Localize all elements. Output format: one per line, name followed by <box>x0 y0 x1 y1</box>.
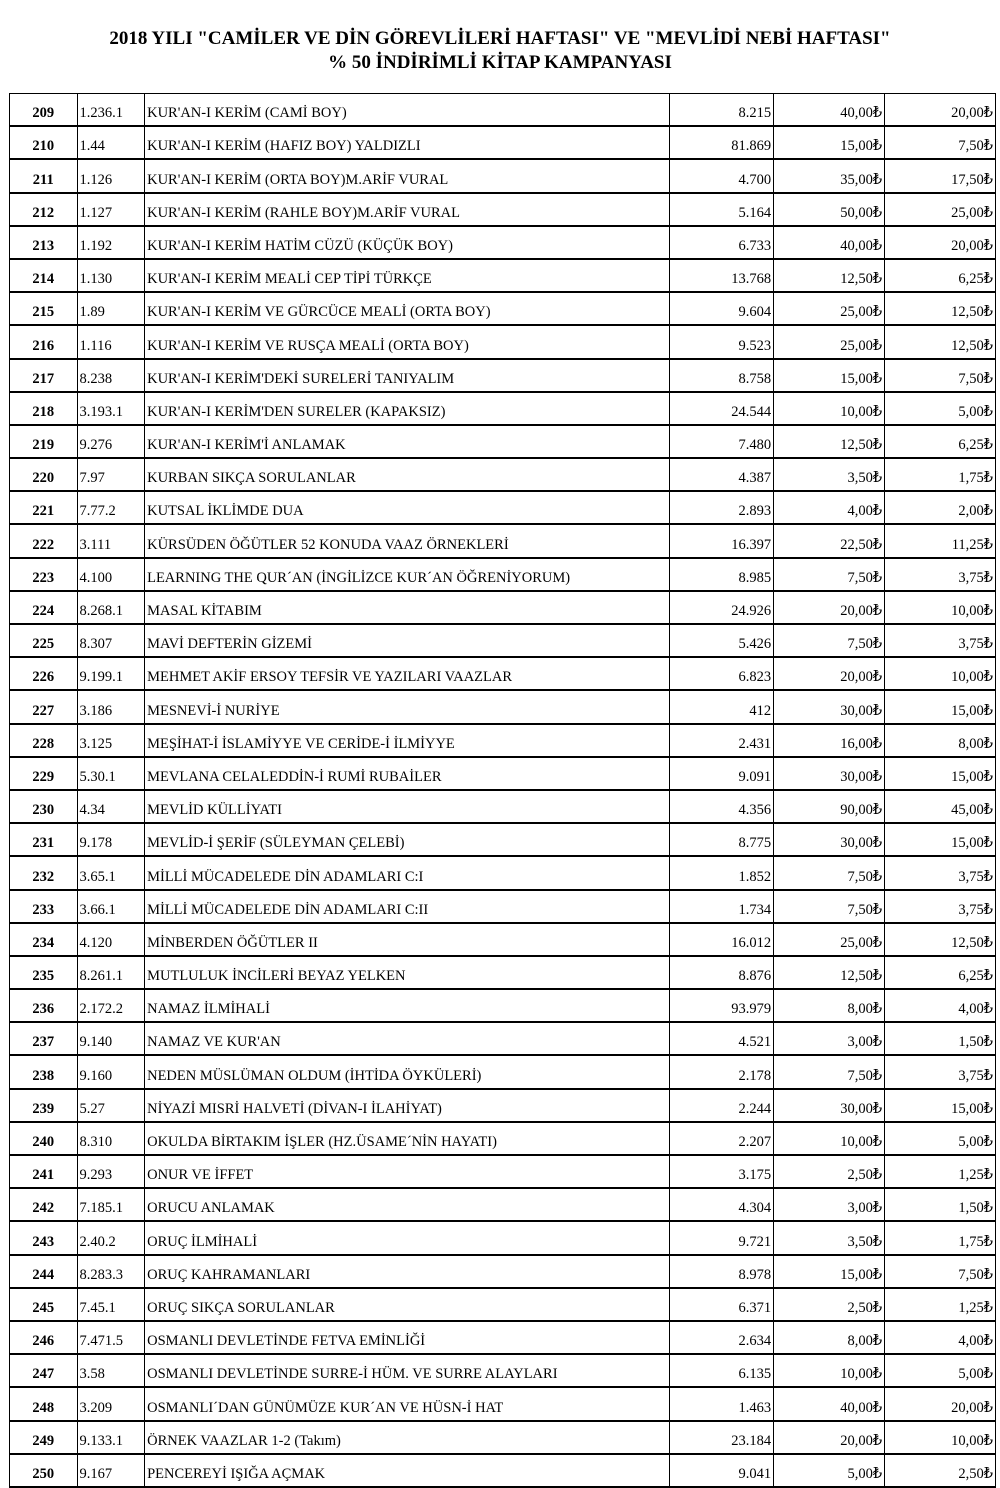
book-title: MESNEVİ-İ NURİYE <box>145 690 670 723</box>
discounted-price: 4,00₺ <box>885 1321 996 1354</box>
discounted-price: 5,00₺ <box>885 1354 996 1387</box>
book-title: MİLLİ MÜCADELEDE DİN ADAMLARI C:II <box>145 890 670 923</box>
book-list-table <box>9 93 996 1488</box>
book-title: MEVLİD KÜLLİYATI <box>145 790 670 823</box>
table-row <box>10 491 996 524</box>
table-row <box>10 126 996 159</box>
stock-count: 1.852 <box>670 856 774 889</box>
book-code: 7.97 <box>77 458 145 491</box>
row-number: 212 <box>10 193 78 226</box>
discounted-price: 15,00₺ <box>885 823 996 856</box>
book-code: 3.125 <box>77 724 145 757</box>
list-price: 20,00₺ <box>774 657 885 690</box>
list-price: 2,50₺ <box>774 1288 885 1321</box>
stock-count: 2.244 <box>670 1089 774 1122</box>
table-row <box>10 1421 996 1454</box>
stock-count: 6.823 <box>670 657 774 690</box>
row-number: 237 <box>10 1022 78 1055</box>
stock-count: 6.371 <box>670 1288 774 1321</box>
stock-count: 4.521 <box>670 1022 774 1055</box>
table-row <box>10 956 996 989</box>
table-row <box>10 458 996 491</box>
row-number: 248 <box>10 1387 78 1420</box>
book-code: 9.276 <box>77 425 145 458</box>
row-number: 230 <box>10 790 78 823</box>
book-title: KUR'AN-I KERİM (RAHLE BOY)M.ARİF VURAL <box>145 193 670 226</box>
row-number: 211 <box>10 159 78 192</box>
book-code: 9.140 <box>77 1022 145 1055</box>
row-number: 218 <box>10 392 78 425</box>
book-code: 1.89 <box>77 292 145 325</box>
stock-count: 2.634 <box>670 1321 774 1354</box>
discounted-price: 10,00₺ <box>885 591 996 624</box>
discounted-price: 20,00₺ <box>885 226 996 259</box>
stock-count: 1.734 <box>670 890 774 923</box>
list-price: 12,50₺ <box>774 425 885 458</box>
stock-count: 13.768 <box>670 259 774 292</box>
list-price: 5,00₺ <box>774 1454 885 1487</box>
discounted-price: 11,25₺ <box>885 524 996 557</box>
list-price: 4,00₺ <box>774 491 885 524</box>
book-code: 9.178 <box>77 823 145 856</box>
row-number: 231 <box>10 823 78 856</box>
book-code: 8.283.3 <box>77 1255 145 1288</box>
discounted-price: 2,00₺ <box>885 491 996 524</box>
book-code: 1.126 <box>77 159 145 192</box>
book-code: 7.471.5 <box>77 1321 145 1354</box>
book-title: KUR'AN-I KERİM (HAFIZ BOY) YALDIZLI <box>145 126 670 159</box>
book-title: ÖRNEK VAAZLAR 1-2 (Takım) <box>145 1421 670 1454</box>
book-title: ORUÇ KAHRAMANLARI <box>145 1255 670 1288</box>
stock-count: 8.876 <box>670 956 774 989</box>
stock-count: 81.869 <box>670 126 774 159</box>
row-number: 214 <box>10 259 78 292</box>
row-number: 247 <box>10 1354 78 1387</box>
stock-count: 4.700 <box>670 159 774 192</box>
table-row <box>10 1255 996 1288</box>
table-row <box>10 1122 996 1155</box>
discounted-price: 6,25₺ <box>885 956 996 989</box>
row-number: 238 <box>10 1055 78 1088</box>
book-title: ORUCU ANLAMAK <box>145 1188 670 1221</box>
discounted-price: 1,50₺ <box>885 1188 996 1221</box>
table-row <box>10 989 996 1022</box>
book-title: KUR'AN-I KERİM (ORTA BOY)M.ARİF VURAL <box>145 159 670 192</box>
row-number: 246 <box>10 1321 78 1354</box>
stock-count: 2.207 <box>670 1122 774 1155</box>
row-number: 233 <box>10 890 78 923</box>
book-code: 2.172.2 <box>77 989 145 1022</box>
discounted-price: 12,50₺ <box>885 923 996 956</box>
table-row <box>10 425 996 458</box>
book-title: KÜRSÜDEN ÖĞÜTLER 52 KONUDA VAAZ ÖRNEKLERİ <box>145 524 670 557</box>
book-title: MASAL KİTABIM <box>145 591 670 624</box>
row-number: 226 <box>10 657 78 690</box>
row-number: 210 <box>10 126 78 159</box>
book-title: ORUÇ SIKÇA SORULANLAR <box>145 1288 670 1321</box>
list-price: 3,50₺ <box>774 458 885 491</box>
list-price: 3,50₺ <box>774 1221 885 1254</box>
stock-count: 4.356 <box>670 790 774 823</box>
table-row <box>10 1354 996 1387</box>
stock-count: 7.480 <box>670 425 774 458</box>
stock-count: 5.164 <box>670 193 774 226</box>
book-code: 1.236.1 <box>77 94 145 127</box>
stock-count: 24.544 <box>670 392 774 425</box>
list-price: 22,50₺ <box>774 524 885 557</box>
book-code: 1.127 <box>77 193 145 226</box>
book-title: NAMAZ İLMİHALİ <box>145 989 670 1022</box>
discounted-price: 2,50₺ <box>885 1454 996 1487</box>
row-number: 235 <box>10 956 78 989</box>
discounted-price: 7,50₺ <box>885 359 996 392</box>
list-price: 7,50₺ <box>774 890 885 923</box>
discounted-price: 20,00₺ <box>885 1387 996 1420</box>
stock-count: 6.135 <box>670 1354 774 1387</box>
list-price: 20,00₺ <box>774 591 885 624</box>
table-row <box>10 690 996 723</box>
row-number: 225 <box>10 624 78 657</box>
discounted-price: 5,00₺ <box>885 392 996 425</box>
stock-count: 2.178 <box>670 1055 774 1088</box>
stock-count: 16.012 <box>670 923 774 956</box>
discounted-price: 8,00₺ <box>885 724 996 757</box>
discounted-price: 3,75₺ <box>885 624 996 657</box>
table-row <box>10 856 996 889</box>
list-price: 3,00₺ <box>774 1022 885 1055</box>
list-price: 15,00₺ <box>774 359 885 392</box>
book-code: 3.186 <box>77 690 145 723</box>
discounted-price: 12,50₺ <box>885 292 996 325</box>
list-price: 40,00₺ <box>774 94 885 127</box>
book-title: NEDEN MÜSLÜMAN OLDUM (İHTİDA ÖYKÜLERİ) <box>145 1055 670 1088</box>
book-code: 3.65.1 <box>77 856 145 889</box>
discounted-price: 10,00₺ <box>885 657 996 690</box>
table-row <box>10 1221 996 1254</box>
stock-count: 9.604 <box>670 292 774 325</box>
row-number: 228 <box>10 724 78 757</box>
table-row <box>10 1022 996 1055</box>
list-price: 90,00₺ <box>774 790 885 823</box>
row-number: 234 <box>10 923 78 956</box>
table-row <box>10 1288 996 1321</box>
list-price: 30,00₺ <box>774 690 885 723</box>
book-title: KUR'AN-I KERİM VE RUSÇA MEALİ (ORTA BOY) <box>145 325 670 358</box>
row-number: 220 <box>10 458 78 491</box>
list-price: 7,50₺ <box>774 624 885 657</box>
list-price: 7,50₺ <box>774 1055 885 1088</box>
discounted-price: 15,00₺ <box>885 690 996 723</box>
row-number: 241 <box>10 1155 78 1188</box>
book-code: 9.133.1 <box>77 1421 145 1454</box>
book-code: 9.167 <box>77 1454 145 1487</box>
discounted-price: 17,50₺ <box>885 159 996 192</box>
list-price: 25,00₺ <box>774 325 885 358</box>
row-number: 232 <box>10 856 78 889</box>
book-title: OSMANLI DEVLETİNDE SURRE-İ HÜM. VE SURRE ALAYLARI <box>145 1354 670 1387</box>
row-number: 240 <box>10 1122 78 1155</box>
book-title: KUR'AN-I KERİM VE GÜRCÜCE MEALİ (ORTA BOY) <box>145 292 670 325</box>
stock-count: 23.184 <box>670 1421 774 1454</box>
list-price: 7,50₺ <box>774 558 885 591</box>
stock-count: 8.985 <box>670 558 774 591</box>
list-price: 30,00₺ <box>774 757 885 790</box>
stock-count: 9.523 <box>670 325 774 358</box>
discounted-price: 12,50₺ <box>885 325 996 358</box>
book-title: KUTSAL İKLİMDE DUA <box>145 491 670 524</box>
discounted-price: 1,25₺ <box>885 1288 996 1321</box>
book-title: ONUR VE İFFET <box>145 1155 670 1188</box>
book-title: MEHMET AKİF ERSOY TEFSİR VE YAZILARI VAAZLAR <box>145 657 670 690</box>
table-row <box>10 1089 996 1122</box>
book-code: 3.66.1 <box>77 890 145 923</box>
book-code: 7.77.2 <box>77 491 145 524</box>
stock-count: 4.304 <box>670 1188 774 1221</box>
stock-count: 9.721 <box>670 1221 774 1254</box>
book-title: MİNBERDEN ÖĞÜTLER II <box>145 923 670 956</box>
list-price: 15,00₺ <box>774 1255 885 1288</box>
list-price: 3,00₺ <box>774 1188 885 1221</box>
discounted-price: 45,00₺ <box>885 790 996 823</box>
row-number: 250 <box>10 1454 78 1487</box>
book-code: 9.160 <box>77 1055 145 1088</box>
stock-count: 4.387 <box>670 458 774 491</box>
table-row <box>10 1387 996 1420</box>
book-title: KUR'AN-I KERİM'İ ANLAMAK <box>145 425 670 458</box>
book-title: LEARNING THE QUR´AN (İNGİLİZCE KUR´AN ÖĞRENİYORUM) <box>145 558 670 591</box>
list-price: 35,00₺ <box>774 159 885 192</box>
table-row <box>10 392 996 425</box>
book-title: OSMANLI DEVLETİNDE FETVA EMİNLİĞİ <box>145 1321 670 1354</box>
table-row <box>10 558 996 591</box>
list-price: 10,00₺ <box>774 1122 885 1155</box>
stock-count: 3.175 <box>670 1155 774 1188</box>
table-row <box>10 259 996 292</box>
stock-count: 9.041 <box>670 1454 774 1487</box>
book-title: MEVLANA CELALEDDİN-İ RUMİ RUBAİLER <box>145 757 670 790</box>
document-title: 2018 YILI "CAMİLER VE DİN GÖREVLİLERİ HAFTASI" VE "MEVLİDİ NEBİ HAFTASI" <box>109 28 891 49</box>
book-code: 5.30.1 <box>77 757 145 790</box>
stock-count: 6.733 <box>670 226 774 259</box>
list-price: 30,00₺ <box>774 823 885 856</box>
stock-count: 9.091 <box>670 757 774 790</box>
book-code: 4.100 <box>77 558 145 591</box>
list-price: 30,00₺ <box>774 1089 885 1122</box>
book-title: KURBAN SIKÇA SORULANLAR <box>145 458 670 491</box>
book-code: 4.120 <box>77 923 145 956</box>
book-code: 7.185.1 <box>77 1188 145 1221</box>
book-code: 5.27 <box>77 1089 145 1122</box>
book-code: 7.45.1 <box>77 1288 145 1321</box>
book-code: 3.58 <box>77 1354 145 1387</box>
list-price: 40,00₺ <box>774 226 885 259</box>
table-row <box>10 159 996 192</box>
row-number: 245 <box>10 1288 78 1321</box>
book-code: 3.111 <box>77 524 145 557</box>
book-title: MAVİ DEFTERİN GİZEMİ <box>145 624 670 657</box>
list-price: 16,00₺ <box>774 724 885 757</box>
book-title: ORUÇ İLMİHALİ <box>145 1221 670 1254</box>
book-title: KUR'AN-I KERİM'DEN SURELER (KAPAKSIZ) <box>145 392 670 425</box>
table-row <box>10 193 996 226</box>
table-row <box>10 657 996 690</box>
discounted-price: 15,00₺ <box>885 1089 996 1122</box>
row-number: 221 <box>10 491 78 524</box>
discounted-price: 1,75₺ <box>885 1221 996 1254</box>
list-price: 8,00₺ <box>774 989 885 1022</box>
discounted-price: 1,50₺ <box>885 1022 996 1055</box>
stock-count: 8.758 <box>670 359 774 392</box>
list-price: 40,00₺ <box>774 1387 885 1420</box>
book-code: 1.116 <box>77 325 145 358</box>
row-number: 219 <box>10 425 78 458</box>
stock-count: 24.926 <box>670 591 774 624</box>
list-price: 7,50₺ <box>774 856 885 889</box>
row-number: 215 <box>10 292 78 325</box>
discounted-price: 3,75₺ <box>885 1055 996 1088</box>
discounted-price: 25,00₺ <box>885 193 996 226</box>
table-row <box>10 790 996 823</box>
discounted-price: 4,00₺ <box>885 989 996 1022</box>
book-title: KUR'AN-I KERİM (CAMİ BOY) <box>145 94 670 127</box>
list-price: 50,00₺ <box>774 193 885 226</box>
book-code: 8.310 <box>77 1122 145 1155</box>
book-title: KUR'AN-I KERİM'DEKİ SURELERİ TANIYALIM <box>145 359 670 392</box>
table-row <box>10 1321 996 1354</box>
discounted-price: 6,25₺ <box>885 259 996 292</box>
stock-count: 8.775 <box>670 823 774 856</box>
list-price: 10,00₺ <box>774 1354 885 1387</box>
list-price: 15,00₺ <box>774 126 885 159</box>
book-title: MİLLİ MÜCADELEDE DİN ADAMLARI C:I <box>145 856 670 889</box>
table-row <box>10 94 996 127</box>
book-title: NAMAZ VE KUR'AN <box>145 1022 670 1055</box>
list-price: 10,00₺ <box>774 392 885 425</box>
table-row <box>10 724 996 757</box>
table-row <box>10 890 996 923</box>
book-code: 1.130 <box>77 259 145 292</box>
list-price: 12,50₺ <box>774 956 885 989</box>
row-number: 217 <box>10 359 78 392</box>
book-code: 9.293 <box>77 1155 145 1188</box>
row-number: 229 <box>10 757 78 790</box>
stock-count: 412 <box>670 690 774 723</box>
book-code: 8.307 <box>77 624 145 657</box>
table-row <box>10 1454 996 1487</box>
row-number: 216 <box>10 325 78 358</box>
book-list-body <box>10 94 996 1487</box>
book-code: 3.193.1 <box>77 392 145 425</box>
book-code: 2.40.2 <box>77 1221 145 1254</box>
table-row <box>10 359 996 392</box>
discounted-price: 3,75₺ <box>885 856 996 889</box>
discounted-price: 1,25₺ <box>885 1155 996 1188</box>
list-price: 25,00₺ <box>774 923 885 956</box>
list-price: 25,00₺ <box>774 292 885 325</box>
stock-count: 8.215 <box>670 94 774 127</box>
discounted-price: 7,50₺ <box>885 126 996 159</box>
list-price: 2,50₺ <box>774 1155 885 1188</box>
list-price: 8,00₺ <box>774 1321 885 1354</box>
table-row <box>10 591 996 624</box>
book-title: KUR'AN-I KERİM MEALİ CEP TİPİ TÜRKÇE <box>145 259 670 292</box>
book-title: MEŞİHAT-İ İSLAMİYYE VE CERİDE-İ İLMİYYE <box>145 724 670 757</box>
row-number: 224 <box>10 591 78 624</box>
book-title: MUTLULUK İNCİLERİ BEYAZ YELKEN <box>145 956 670 989</box>
row-number: 236 <box>10 989 78 1022</box>
stock-count: 2.431 <box>670 724 774 757</box>
book-code: 9.199.1 <box>77 657 145 690</box>
row-number: 249 <box>10 1421 78 1454</box>
book-code: 8.268.1 <box>77 591 145 624</box>
table-row <box>10 226 996 259</box>
book-code: 8.238 <box>77 359 145 392</box>
discounted-price: 20,00₺ <box>885 94 996 127</box>
book-title: KUR'AN-I KERİM HATİM CÜZÜ (KÜÇÜK BOY) <box>145 226 670 259</box>
stock-count: 93.979 <box>670 989 774 1022</box>
table-row <box>10 292 996 325</box>
discounted-price: 1,75₺ <box>885 458 996 491</box>
table-row <box>10 1155 996 1188</box>
book-code: 1.192 <box>77 226 145 259</box>
table-row <box>10 1188 996 1221</box>
book-code: 1.44 <box>77 126 145 159</box>
table-row <box>10 823 996 856</box>
stock-count: 5.426 <box>670 624 774 657</box>
book-title: NİYAZİ MISRİ HALVETİ (DİVAN-I İLAHİYAT) <box>145 1089 670 1122</box>
book-code: 4.34 <box>77 790 145 823</box>
row-number: 244 <box>10 1255 78 1288</box>
stock-count: 1.463 <box>670 1387 774 1420</box>
table-row <box>10 624 996 657</box>
row-number: 209 <box>10 94 78 127</box>
stock-count: 8.978 <box>670 1255 774 1288</box>
discounted-price: 7,50₺ <box>885 1255 996 1288</box>
document-subtitle: % 50 İNDİRİMLİ KİTAP KAMPANYASI <box>328 52 672 73</box>
table-row <box>10 325 996 358</box>
discounted-price: 15,00₺ <box>885 757 996 790</box>
row-number: 213 <box>10 226 78 259</box>
table-row <box>10 923 996 956</box>
row-number: 223 <box>10 558 78 591</box>
discounted-price: 3,75₺ <box>885 890 996 923</box>
table-row <box>10 524 996 557</box>
book-title: OSMANLI´DAN GÜNÜMÜZE KUR´AN VE HÜSN-İ HAT <box>145 1387 670 1420</box>
book-title: OKULDA BİRTAKIM İŞLER (HZ.ÜSAME´NİN HAYATI) <box>145 1122 670 1155</box>
discounted-price: 5,00₺ <box>885 1122 996 1155</box>
book-code: 3.209 <box>77 1387 145 1420</box>
table-row <box>10 1055 996 1088</box>
book-title: PENCEREYİ IŞIĞA AÇMAK <box>145 1454 670 1487</box>
list-price: 12,50₺ <box>774 259 885 292</box>
list-price: 20,00₺ <box>774 1421 885 1454</box>
row-number: 243 <box>10 1221 78 1254</box>
row-number: 222 <box>10 524 78 557</box>
row-number: 242 <box>10 1188 78 1221</box>
book-title: MEVLİD-İ ŞERİF (SÜLEYMAN ÇELEBİ) <box>145 823 670 856</box>
discounted-price: 3,75₺ <box>885 558 996 591</box>
discounted-price: 10,00₺ <box>885 1421 996 1454</box>
book-code: 8.261.1 <box>77 956 145 989</box>
discounted-price: 6,25₺ <box>885 425 996 458</box>
stock-count: 2.893 <box>670 491 774 524</box>
stock-count: 16.397 <box>670 524 774 557</box>
table-row <box>10 757 996 790</box>
row-number: 239 <box>10 1089 78 1122</box>
row-number: 227 <box>10 690 78 723</box>
